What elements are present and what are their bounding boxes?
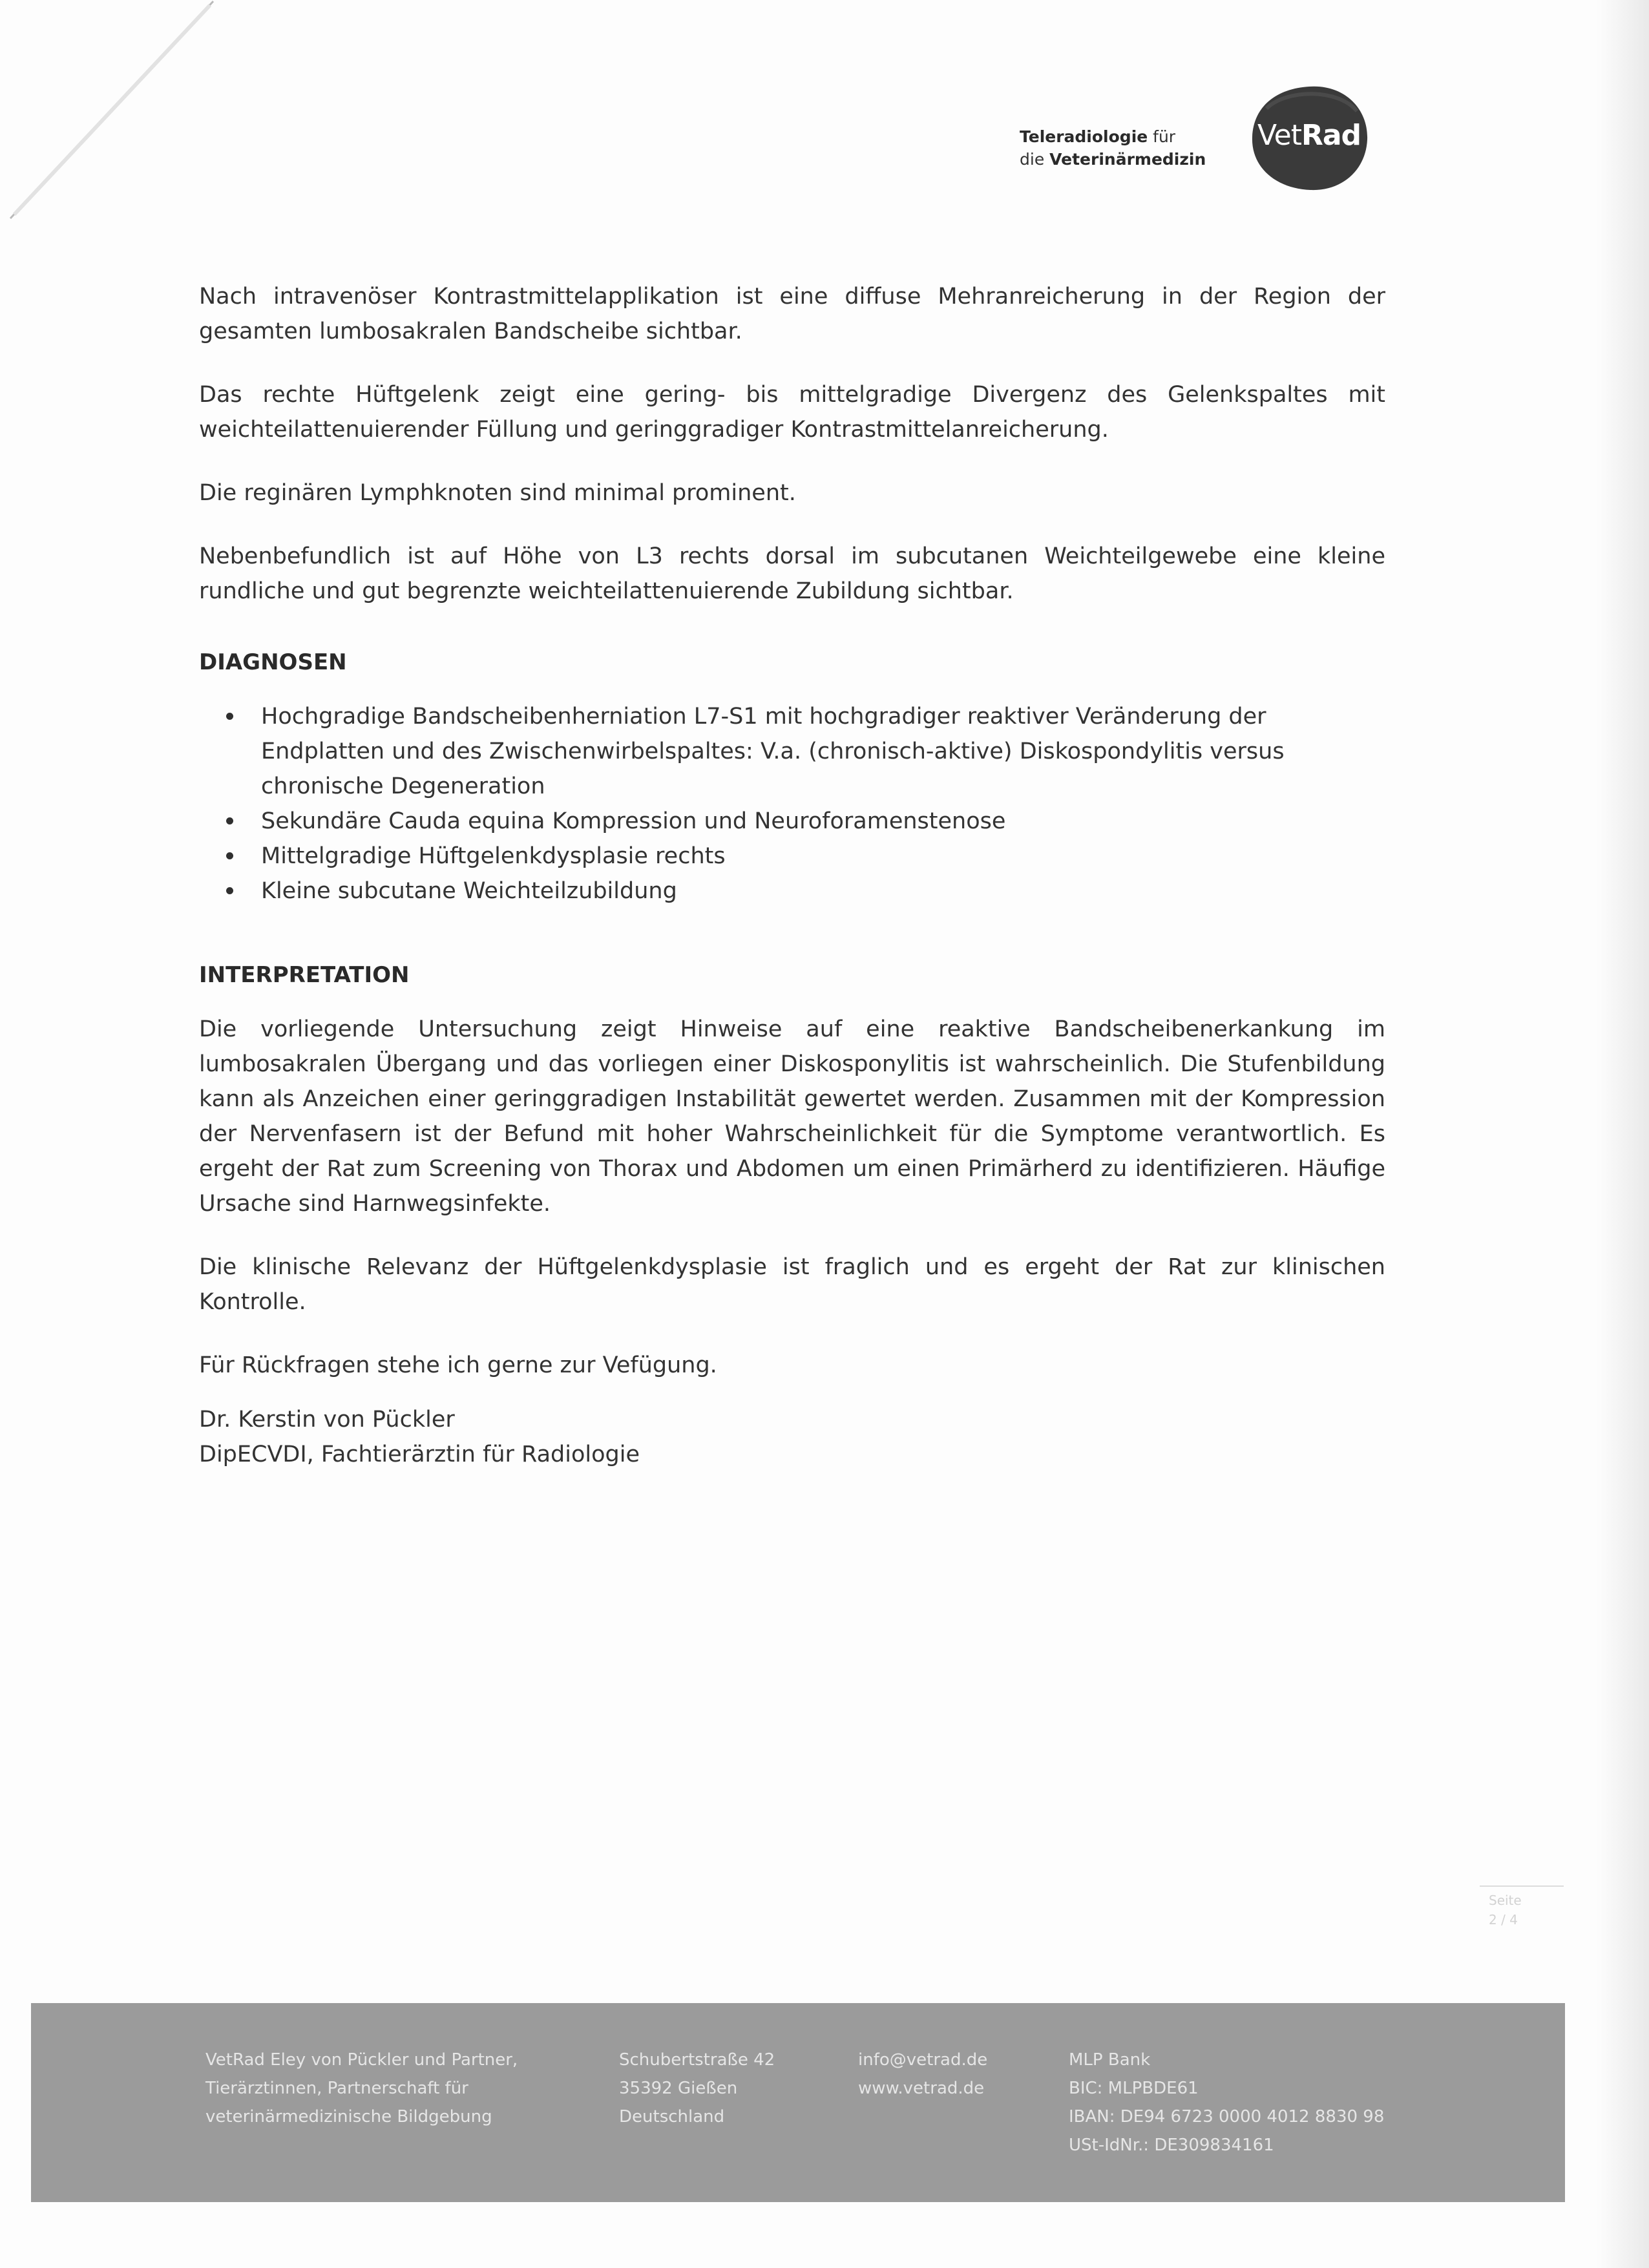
findings-paragraph: Nach intravenöser Kontrastmittelapplikation ist eine diffuse Mehranreicherung in der Region der gesamten lumbosakralen Bandscheibe sichtbar. bbox=[199, 284, 1385, 344]
diagnosis-item: Sekundäre Cauda equina Kompression und Neuroforamenstenose bbox=[261, 804, 1385, 839]
findings-paragraph: Die reginären Lymphknoten sind minimal prominent. bbox=[199, 480, 796, 506]
page-number-label: Seite bbox=[1489, 1893, 1522, 1908]
findings-paragraph: Nebenbefundlich ist auf Höhe von L3 rechts dorsal im subcutanen Weichteilgewebe eine kleine rundliche und gut begrenzte weichteilattenuierende Zubildung sichtbar. bbox=[199, 543, 1385, 604]
page-number bbox=[1480, 1885, 1564, 1929]
scan-edge-shadow bbox=[1596, 0, 1649, 2268]
footer-address: Schubertstraße 42 35392 Gießen Deutschland bbox=[619, 2050, 775, 2126]
interpretation-heading: INTERPRETATION bbox=[199, 962, 410, 988]
footer-band bbox=[31, 2003, 1565, 2202]
footer-contact bbox=[858, 2046, 987, 2103]
page-fold-corner bbox=[0, 0, 220, 220]
footer-website[interactable]: www.vetrad.de bbox=[858, 2079, 985, 2098]
footer-bank: MLP Bank BIC: MLPBDE61 IBAN: DE94 6723 0000 4012 8830 98 USt-IdNr.: DE309834161 bbox=[1069, 2050, 1385, 2155]
findings-paragraph: Das rechte Hüftgelenk zeigt eine gering- bis mittelgradige Divergenz des Gelenkspaltes mit weichteilattenuierender Füllung und geringgradiger Kontrastmittelanreicherung. bbox=[199, 382, 1385, 443]
page-number-value: 2 / 4 bbox=[1489, 1912, 1518, 1927]
signature-name: Dr. Kerstin von Pückler bbox=[199, 1407, 455, 1433]
diagnosis-item: Hochgradige Bandscheibenherniation L7-S1 mit hochgradiger reaktiver Veränderung der Endplatten und des Zwischenwirbelspaltes: V.a. (chronisch-aktive) Diskospondylitis versus chronische Degeneration bbox=[261, 699, 1385, 804]
interpretation-paragraph: Die klinische Relevanz der Hüftgelenkdysplasie ist fraglich und es ergeht der Rat zur klinischen Kontrolle. bbox=[199, 1254, 1385, 1315]
signature-title: DipECVDI, Fachtierärztin für Radiologie bbox=[199, 1442, 640, 1467]
diagnoses-heading: DIAGNOSEN bbox=[199, 649, 347, 675]
vetrad-logo bbox=[1247, 83, 1371, 194]
header-tagline: Teleradiologie für die Veterinärmedizin bbox=[1020, 127, 1206, 169]
footer-company: VetRad Eley von Pückler und Partner, Tierärztinnen, Partnerschaft für veterinärmedizinische Bildgebung bbox=[205, 2050, 518, 2126]
diagnosis-item: Mittelgradige Hüftgelenkdysplasie rechts bbox=[261, 839, 1385, 874]
footer-email[interactable]: info@vetrad.de bbox=[858, 2050, 988, 2070]
interpretation-paragraph: Für Rückfragen stehe ich gerne zur Vefügung. bbox=[199, 1352, 717, 1378]
interpretation-paragraph: Die vorliegende Untersuchung zeigt Hinweise auf eine reaktive Bandscheibenerkankung im lumbosakralen Übergang und das vorliegen einer Diskosponylitis ist wahrscheinlich. Die Stufenbildung kann als Anzeichen einer geringgradigen Instabilität gewertet werden. Zusammen mit der Kompression der Nervenfasern ist der Befund mit hoher Wahrscheinlichkeit für die Symptome verantwortlich. Es ergeht der Rat zum Screening von Thorax und Abdomen um einen Primärherd zu identifizieren. Häufige Ursache sind Harnwegsinfekte. bbox=[199, 1016, 1385, 1217]
diagnosis-item: Kleine subcutane Weichteilzubildung bbox=[261, 874, 1385, 908]
logo-wordmark: VetRad bbox=[1257, 119, 1361, 152]
report-body bbox=[199, 279, 1385, 1472]
diagnoses-list bbox=[199, 699, 1385, 908]
